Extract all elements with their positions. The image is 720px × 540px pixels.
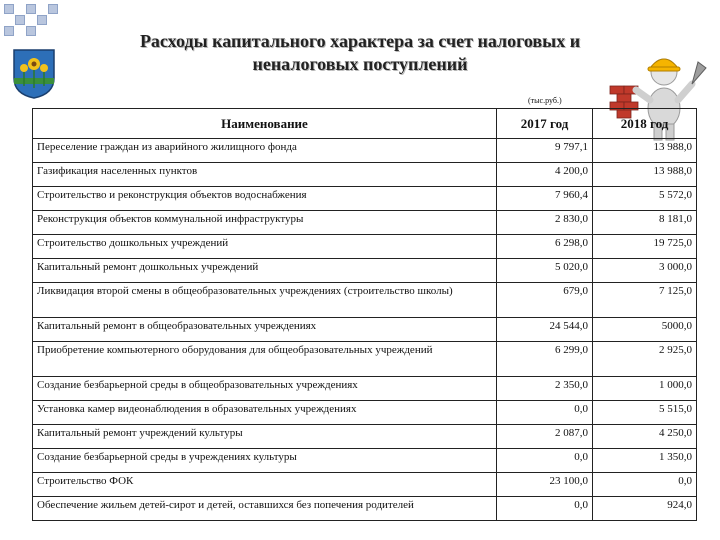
decorative-checker xyxy=(0,0,70,40)
row-value-2017: 2 087,0 xyxy=(497,425,593,449)
row-name: Строительство и реконструкция объектов водоснабжения xyxy=(33,187,497,211)
header-2017: 2017 год xyxy=(497,109,593,139)
table-header-row xyxy=(33,109,697,139)
row-name: Создание безбарьерной среды в учреждениях культуры xyxy=(33,449,497,473)
row-name: Переселение граждан из аварийного жилищного фонда xyxy=(33,139,497,163)
table-row xyxy=(33,425,697,449)
unit-label: (тыс.руб.) xyxy=(528,96,562,105)
row-value-2018: 1 000,0 xyxy=(593,377,697,401)
row-value-2018: 4 250,0 xyxy=(593,425,697,449)
row-value-2018: 5000,0 xyxy=(593,318,697,342)
table-row xyxy=(33,235,697,259)
row-name: Капитальный ремонт дошкольных учреждений xyxy=(33,259,497,283)
row-value-2018: 0,0 xyxy=(593,473,697,497)
row-value-2017: 6 299,0 xyxy=(497,342,593,377)
header-name: Наименование xyxy=(33,109,497,139)
table-row xyxy=(33,259,697,283)
row-value-2018: 8 181,0 xyxy=(593,211,697,235)
row-value-2017: 0,0 xyxy=(497,497,593,521)
row-value-2017: 7 960,4 xyxy=(497,187,593,211)
row-value-2018: 19 725,0 xyxy=(593,235,697,259)
table-row xyxy=(33,473,697,497)
row-name: Установка камер видеонаблюдения в образовательных учреждениях xyxy=(33,401,497,425)
title-line-2: неналоговых поступлений xyxy=(252,54,468,74)
title-line-1: Расходы капитального характера за счет налоговых и xyxy=(139,31,581,51)
row-value-2018: 7 125,0 xyxy=(593,283,697,318)
coat-of-arms-icon xyxy=(12,48,56,100)
row-value-2017: 4 200,0 xyxy=(497,163,593,187)
row-value-2018: 3 000,0 xyxy=(593,259,697,283)
row-value-2017: 9 797,1 xyxy=(497,139,593,163)
row-value-2017: 679,0 xyxy=(497,283,593,318)
page-title xyxy=(100,30,620,76)
table-row xyxy=(33,187,697,211)
row-name: Строительство дошкольных учреждений xyxy=(33,235,497,259)
row-value-2018: 13 988,0 xyxy=(593,163,697,187)
row-name: Ликвидация второй смены в общеобразовательных учреждениях (строительство школы) xyxy=(33,283,497,318)
row-value-2018: 924,0 xyxy=(593,497,697,521)
table-row xyxy=(33,342,697,377)
row-name: Капитальный ремонт в общеобразовательных учреждениях xyxy=(33,318,497,342)
table-row xyxy=(33,163,697,187)
row-value-2017: 2 350,0 xyxy=(497,377,593,401)
table-row xyxy=(33,449,697,473)
row-value-2017: 0,0 xyxy=(497,401,593,425)
table-row xyxy=(33,497,697,521)
expenses-table xyxy=(32,108,697,521)
row-value-2017: 23 100,0 xyxy=(497,473,593,497)
row-value-2017: 6 298,0 xyxy=(497,235,593,259)
table-row xyxy=(33,211,697,235)
table-row xyxy=(33,377,697,401)
row-value-2017: 0,0 xyxy=(497,449,593,473)
row-value-2018: 13 988,0 xyxy=(593,139,697,163)
row-value-2017: 2 830,0 xyxy=(497,211,593,235)
row-name: Приобретение компьютерного оборудования для общеобразовательных учреждений xyxy=(33,342,497,377)
table-row xyxy=(33,401,697,425)
row-value-2018: 5 515,0 xyxy=(593,401,697,425)
row-name: Реконструкция объектов коммунальной инфраструктуры xyxy=(33,211,497,235)
row-value-2017: 24 544,0 xyxy=(497,318,593,342)
row-name: Обеспечение жильем детей-сирот и детей, оставшихся без попечения родителей xyxy=(33,497,497,521)
row-value-2017: 5 020,0 xyxy=(497,259,593,283)
row-name: Строительство ФОК xyxy=(33,473,497,497)
row-value-2018: 2 925,0 xyxy=(593,342,697,377)
table-row xyxy=(33,283,697,318)
row-value-2018: 1 350,0 xyxy=(593,449,697,473)
row-name: Капитальный ремонт учреждений культуры xyxy=(33,425,497,449)
header-2018: 2018 год xyxy=(593,109,697,139)
row-name: Газификация населенных пунктов xyxy=(33,163,497,187)
table-row xyxy=(33,318,697,342)
table-row xyxy=(33,139,697,163)
row-value-2018: 5 572,0 xyxy=(593,187,697,211)
row-name: Создание безбарьерной среды в общеобразовательных учреждениях xyxy=(33,377,497,401)
